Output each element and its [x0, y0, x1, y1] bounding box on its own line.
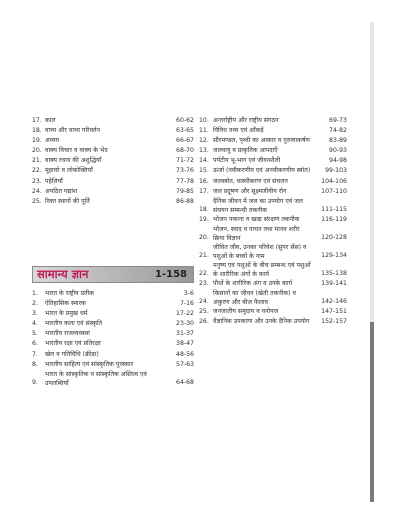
toc-right-column: [199, 116, 347, 327]
entry-number: 16.: [199, 177, 209, 185]
entry-title: रिक्त स्थानों की पूर्ति: [45, 197, 90, 205]
toc-entry: [199, 289, 347, 307]
entry-number: 20.: [199, 233, 209, 241]
toc-entry: [32, 166, 194, 176]
entry-title: अन्तर्राष्ट्रीय और राष्ट्रीय संगठन: [213, 117, 279, 124]
entry-pages: 31-37: [176, 330, 194, 338]
entry-number: 15.: [199, 167, 209, 175]
entry-title: जलस्त्रोत, वास्थीकरण एवं संचलन: [213, 177, 288, 185]
entry-number: 2.: [32, 300, 38, 308]
toc-entry: [199, 126, 347, 136]
toc-entry: [32, 370, 194, 388]
entry-pages: 120-128: [321, 233, 347, 241]
entry-pages: 116-119: [321, 215, 347, 223]
entry-pages: 135-138: [321, 269, 347, 277]
entry-title: पौधों के शारीरिक अंग व उनके कार्य: [213, 279, 293, 287]
toc-entry: [32, 309, 194, 319]
toc-entry: [199, 197, 347, 215]
entry-number: 23.: [199, 279, 209, 287]
entry-number: 7.: [32, 350, 38, 358]
toc-entry: [32, 329, 194, 339]
entry-pages: 139-141: [321, 279, 347, 287]
entry-title: किसानों का जीवन (खेती तकनीक) व अंकुरण और बीज फैलाव: [213, 289, 296, 306]
toc-entry: [32, 339, 194, 349]
toc-entry: [32, 289, 194, 299]
entry-title: ऊर्जा (नवीकरणीय एवं अनवीकरणीय स्त्रोत): [213, 167, 311, 175]
toc-entry: [199, 156, 347, 166]
entry-number: 21.: [199, 251, 209, 259]
entry-title: वैज्ञानिक उपकरण और उनके दैनिक उपयोग: [213, 318, 310, 326]
entry-pages: 60-62: [176, 117, 194, 124]
entry-number: 19.: [32, 137, 42, 145]
entry-number: 4.: [32, 320, 38, 328]
entry-number: 18.: [32, 127, 42, 135]
entry-number: 23.: [32, 177, 42, 185]
entry-pages: 3-6: [183, 290, 194, 297]
entry-title: वाच्य और वाच्य परिवर्तन: [45, 127, 100, 135]
entry-number: 18.: [199, 205, 209, 213]
toc-entry: [32, 177, 194, 187]
entry-pages: 99-103: [325, 167, 347, 175]
entry-title: सौरमण्डल, पृथ्वी का आकार व गुरुत्वाकर्षण: [213, 137, 310, 145]
entry-title: भारतीय रक्षा एवं प्रतिरक्षा: [45, 340, 101, 348]
entry-pages: 57-63: [176, 360, 194, 368]
toc-entry: [199, 261, 347, 279]
entry-title: वाक्य विचार व वाक्य के भेद: [45, 147, 108, 155]
entry-pages: 142-146: [321, 297, 347, 305]
entry-title: मनुष्य एवं पशुओं के बीच सम्बन्ध एवं पशुओं के शारीरिक अंगों के कार्य: [213, 261, 311, 278]
entry-number: 6.: [32, 340, 38, 348]
entry-pages: 64-68: [176, 378, 194, 386]
entry-title: वाक्य रचना की अशुद्धियाँ: [45, 157, 102, 165]
toc-entry: [199, 116, 347, 126]
toc-entry: [199, 317, 347, 327]
entry-pages: 7-16: [179, 300, 194, 308]
entry-pages: 69-73: [329, 117, 347, 124]
section-page-range: 1-158: [155, 269, 187, 280]
entry-pages: 66-67: [176, 137, 194, 145]
entry-title: पर्यटीय भू-भाग एवं जीवनशैली: [213, 157, 281, 165]
entry-pages: 86-88: [176, 197, 194, 205]
toc-left-bottom: [32, 289, 194, 388]
entry-pages: 71-72: [176, 157, 194, 165]
entry-number: 19.: [199, 215, 209, 223]
entry-title: भोजन, स्वाद व पाचन तथा मानव शरीर क्रिया विज्ञान: [213, 225, 300, 242]
entry-pages: 68-70: [176, 147, 194, 155]
entry-title: अव्यय: [45, 137, 60, 145]
toc-entry: [32, 136, 194, 146]
entry-number: 20.: [32, 147, 42, 155]
entry-title: भोजन पकाना व खाद्य संरक्षण तकनीक: [213, 215, 300, 223]
entry-number: 14.: [199, 157, 209, 165]
entry-title: ऐतिहासिक स्मारक: [45, 300, 86, 308]
entry-title: भारतीय कला एवं संस्कृति: [45, 320, 102, 328]
entry-pages: 83-89: [329, 137, 347, 145]
toc-entry: [32, 197, 194, 207]
entry-number: 22.: [32, 167, 42, 175]
toc-entry: [199, 177, 347, 187]
toc-entry: [199, 166, 347, 176]
toc-entry: [199, 187, 347, 197]
entry-pages: 111-115: [321, 205, 347, 213]
entry-pages: 74-82: [329, 127, 347, 135]
entry-pages: 104-106: [321, 177, 347, 185]
entry-title: भारतीय राजव्यवस्था: [45, 330, 90, 338]
entry-title: दैनिक जीवन में जल का उपयोग एवं जल संचयन सम्बन्धी तकनीक: [213, 197, 303, 214]
entry-number: 8.: [32, 360, 38, 368]
entry-title: विविध तथ्य एवं आँकड़ें: [213, 127, 264, 135]
entry-number: 26.: [199, 318, 209, 326]
toc-entry: [199, 307, 347, 317]
toc-entry: [199, 136, 347, 146]
entry-pages: 129-134: [321, 251, 347, 259]
toc-entry: [32, 187, 194, 197]
entry-number: 25.: [199, 307, 209, 315]
entry-pages: 147-151: [321, 307, 347, 315]
entry-pages: 90-93: [329, 147, 347, 155]
entry-pages: 38-47: [176, 340, 194, 348]
entry-pages: 94-98: [329, 157, 347, 165]
entry-number: 24.: [32, 187, 42, 195]
entry-pages: 23-30: [176, 320, 194, 328]
toc-entry: [32, 350, 194, 360]
toc-entry: [32, 126, 194, 136]
toc-entry: [32, 156, 194, 166]
entry-pages: 63-65: [176, 127, 194, 135]
section-title: सामान्य ज्ञान: [37, 267, 89, 281]
entry-title: जीवित जीव, उनका परिवेश (सुपर सेंस) व पशुओं के बच्चों के नाम: [213, 243, 307, 260]
entry-number: 17.: [32, 117, 42, 124]
entry-pages: 79-85: [176, 187, 194, 195]
toc-entry: [199, 215, 347, 225]
entry-title: भारत के सांस्कृतिक व सांस्कृतिक अस्तित्व एवं उपलब्धियाँ: [45, 370, 147, 387]
entry-number: 17.: [199, 187, 209, 195]
entry-number: 13.: [199, 147, 209, 155]
entry-number: 9.: [32, 378, 38, 386]
toc-entry: [32, 116, 194, 126]
toc-entry: [199, 225, 347, 243]
entry-number: 22.: [199, 269, 209, 277]
entry-title: अपठित गद्यांश: [45, 187, 78, 195]
entry-number: 21.: [32, 157, 42, 165]
entry-title: जलवायु व प्राकृतिक आपदाएँ: [213, 147, 278, 155]
entry-number: 24.: [199, 297, 209, 305]
entry-title: पहेलियाँ: [45, 177, 63, 185]
toc-left-top: [32, 116, 194, 207]
section-header: [32, 266, 194, 283]
entry-number: 3.: [32, 310, 38, 318]
toc-entry: [199, 279, 347, 289]
entry-pages: 48-56: [176, 350, 194, 358]
scrollbar-thumb[interactable]: [370, 322, 374, 502]
toc-entry: [32, 319, 194, 329]
entry-number: 10.: [199, 117, 209, 124]
entry-number: 5.: [32, 330, 38, 338]
entry-title: भारतीय साहित्य एवं सांस्कृतिक पुरस्कार: [45, 360, 134, 368]
entry-pages: 107-110: [321, 187, 347, 195]
entry-number: 25.: [32, 197, 42, 205]
entry-title: जनजातीय समुदाय व वनोपज: [213, 307, 279, 315]
toc-entry: [199, 243, 347, 261]
entry-title: जल प्रदूषण और सूक्ष्मजीवीय रोग: [213, 187, 287, 195]
toc-entry: [32, 360, 194, 370]
toc-entry: [199, 146, 347, 156]
entry-pages: 77-78: [176, 177, 194, 185]
entry-title: खेल व गतिविधि (क्रीडा): [45, 350, 99, 358]
entry-pages: 17-22: [176, 310, 194, 318]
entry-title: भारत के प्रमुख धर्म: [45, 310, 88, 318]
entry-title: मुहावरे व लोकोक्तियाँ: [45, 167, 93, 175]
toc-entry: [32, 146, 194, 156]
entry-number: 12.: [199, 137, 209, 145]
entry-number: 1.: [32, 290, 38, 297]
entry-pages: 152-157: [321, 318, 347, 326]
entry-title: भारत के राष्ट्रीय प्रतीक: [45, 290, 95, 297]
entry-number: 11.: [199, 127, 209, 135]
entry-title: काल: [45, 117, 56, 124]
entry-pages: 73-76: [176, 167, 194, 175]
toc-entry: [32, 299, 194, 309]
